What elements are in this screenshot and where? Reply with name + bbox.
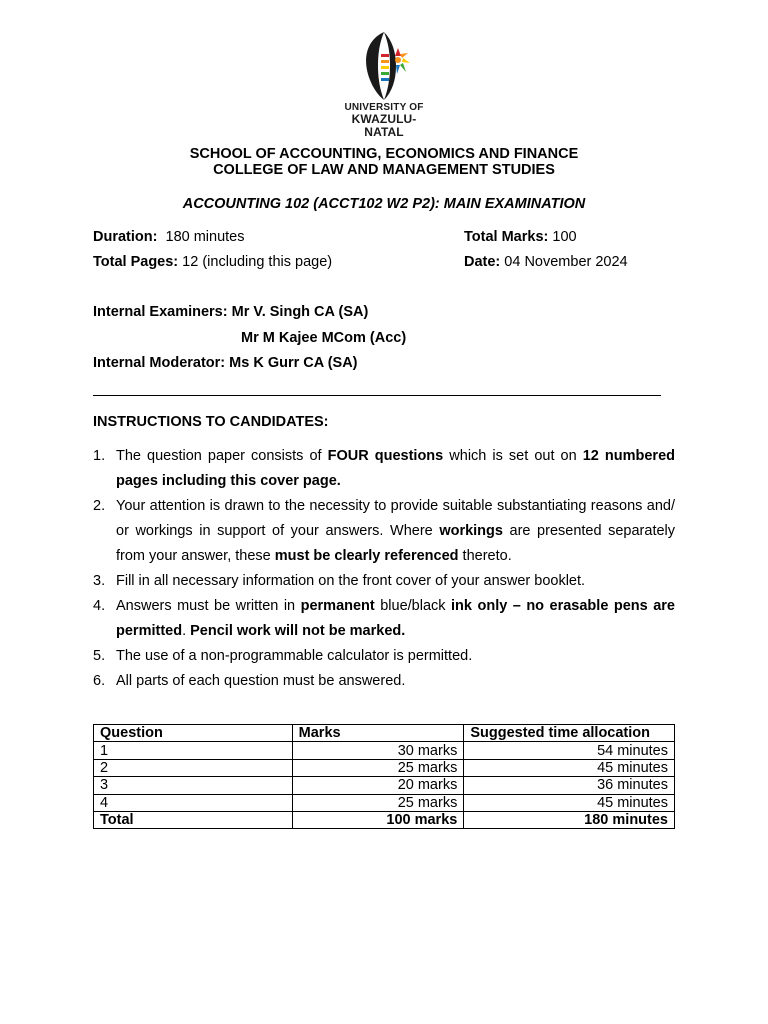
instruction-item: 3. Fill in all necessary information on the front cover of your answer booklet. — [93, 573, 586, 589]
column-header: Suggested time allocation — [464, 725, 675, 742]
instruction-item: 6. All parts of each question must be answered. — [93, 673, 406, 689]
table-row: 3 20 marks 36 minutes — [94, 777, 675, 794]
exam-date — [464, 254, 628, 270]
total-marks-value: 100 — [552, 229, 577, 245]
examiner-1: Mr V. Singh CA (SA) — [231, 304, 369, 320]
duration — [93, 229, 245, 245]
university-logo — [333, 30, 435, 139]
examiner-2: Mr M Kajee MCom (Acc) — [241, 330, 407, 346]
total-pages-value: 12 (including this page) — [182, 254, 333, 270]
instruction-item: 1. The question paper consists of FOUR questions which is set out on 12 numbered pages including this cover page. — [93, 448, 675, 489]
internal-examiners-label: Internal Examiners: — [93, 304, 228, 320]
moderator-name: Ms K Gurr CA (SA) — [229, 355, 358, 371]
column-header: Marks — [292, 725, 464, 742]
shield-icon — [354, 30, 414, 102]
divider — [93, 395, 661, 396]
logo-text-line2: KWAZULU-NATAL — [351, 112, 417, 139]
date-label: Date: — [464, 254, 501, 270]
total-marks-label: Total Marks: — [464, 229, 549, 245]
column-header: Question — [94, 725, 293, 742]
total-marks — [464, 229, 577, 245]
exam-title: ACCOUNTING 102 (ACCT102 W2 P2): MAIN EXAMINATION — [182, 196, 586, 212]
instruction-item: 4. Answers must be written in permanent blue/black ink only – no erasable pens are permitted. Pencil work will not be marked. — [93, 598, 675, 639]
logo-text-line1: UNIVERSITY OF — [344, 102, 424, 113]
date-value: 04 November 2024 — [504, 254, 628, 270]
duration-value: 180 minutes — [165, 229, 245, 245]
marks-table — [93, 724, 675, 829]
instructions-heading: INSTRUCTIONS TO CANDIDATES: — [93, 414, 329, 430]
instruction-item: 2. Your attention is drawn to the necessity to provide suitable substantiating reasons and/ or workings in support of your answers. Where workings are presented separately from your answer, these must be clearly referenced thereto. — [93, 498, 676, 564]
table-total-row: Total 100 marks 180 minutes — [94, 811, 675, 828]
instruction-item: 5. The use of a non-programmable calculator is permitted. — [93, 648, 473, 664]
table-header-row — [94, 725, 675, 742]
internal-moderator — [93, 355, 358, 371]
table-row: 1 30 marks 54 minutes — [94, 742, 675, 759]
table-row: 4 25 marks 45 minutes — [94, 794, 675, 811]
college-name: COLLEGE OF LAW AND MANAGEMENT STUDIES — [213, 162, 555, 178]
school-name: SCHOOL OF ACCOUNTING, ECONOMICS AND FINANCE — [189, 146, 579, 162]
total-pages — [93, 254, 332, 270]
total-pages-label: Total Pages: — [93, 254, 179, 270]
table-row: 2 25 marks 45 minutes — [94, 759, 675, 776]
internal-examiners — [93, 304, 368, 320]
duration-label: Duration: — [93, 229, 158, 245]
internal-moderator-label: Internal Moderator: — [93, 355, 226, 371]
instructions-list — [93, 444, 675, 694]
